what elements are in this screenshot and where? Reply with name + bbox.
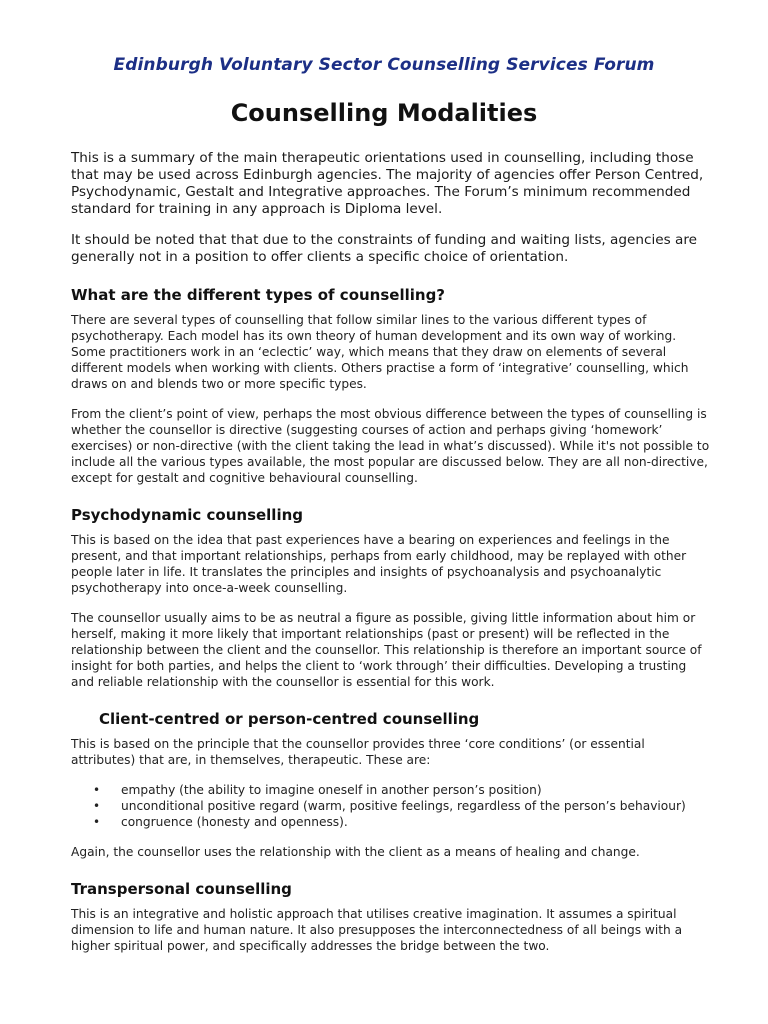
client-centred-paragraph: Again, the counsellor uses the relationship with the client as a means of healing and change. <box>71 845 640 859</box>
section-heading-transpersonal: Transpersonal counselling <box>71 880 292 898</box>
types-paragraph: There are several types of counselling that follow similar lines to the various different types of psychotherapy. Each model has its own theory of human development and its own way of working. Some practitioners work in an ‘eclectic’ way, which means that they draw on elements of several different models when working with clients. Others practise a form of ‘integrative’ counselling, which draws on and blends two or more specific types. <box>71 313 689 391</box>
section-heading-psychodynamic: Psychodynamic counselling <box>71 506 304 524</box>
section-heading-types: What are the different types of counselling? <box>71 286 446 304</box>
page-title: Counselling Modalities <box>230 99 538 127</box>
bullet-icon: • <box>93 815 101 829</box>
transpersonal-paragraph: This is an integrative and holistic approach that utilises creative imagination. It assumes a spiritual dimension to life and human nature. It also presupposes the interconnectedness of all beings with a higher spiritual power, and specifically addresses the bridge between the two. <box>71 907 683 953</box>
forum-name: Edinburgh Voluntary Sector Counselling Services Forum <box>113 55 655 75</box>
core-conditions-list <box>71 782 711 830</box>
client-centred-paragraph: This is based on the principle that the counsellor provides three ‘core conditions’ (or essential attributes) that are, in themselves, therapeutic. These are: <box>71 737 645 767</box>
types-paragraph: From the client’s point of view, perhaps the most obvious difference between the types of counselling is whether the counsellor is directive (suggesting courses of action and perhaps giving ‘homework’ exercises) or non-directive (with the client taking the lead in what’s discussed). While it's not possible to include all the various types available, the most popular are discussed below. They are all non-directive, except for gestalt and cognitive behavioural counselling. <box>71 407 710 485</box>
list-item: • congruence (honesty and openness). <box>93 815 348 829</box>
bullet-icon: • <box>93 799 101 813</box>
bullet-icon: • <box>93 783 101 797</box>
intro-paragraph: It should be noted that that due to the constraints of funding and waiting lists, agencies are generally not in a position to offer clients a specific choice of orientation. <box>71 232 697 265</box>
list-item: • empathy (the ability to imagine oneself in another person’s position) <box>93 783 542 797</box>
list-item: • unconditional positive regard (warm, positive feelings, regardless of the person’s behaviour) <box>93 799 686 813</box>
intro-paragraph: This is a summary of the main therapeutic orientations used in counselling, including those that may be used across Edinburgh agencies. The majority of agencies offer Person Centred, Psychodynamic, Gestalt and Integrative approaches. The Forum’s minimum recommended standard for training in any approach is Diploma level. <box>71 150 704 217</box>
psychodynamic-paragraph: This is based on the idea that past experiences have a bearing on experiences and feelings in the present, and that important relationships, perhaps from early childhood, may be replayed with other people later in life. It translates the principles and insights of psychoanalysis and psychoanalytic psychotherapy into once-a-week counselling. <box>71 533 687 595</box>
document-body <box>71 150 711 968</box>
section-heading-client-centred: Client-centred or person-centred counselling <box>99 710 480 728</box>
psychodynamic-paragraph: The counsellor usually aims to be as neutral a figure as possible, giving little information about him or herself, making it more likely that important relationships (past or present) will be reflected in the relationship between the client and the counsellor. This relationship is therefore an important source of insight for both parties, and helps the client to ‘work through’ their difficulties. Developing a trusting and reliable relationship with the counsellor is essential for this work. <box>71 611 702 689</box>
